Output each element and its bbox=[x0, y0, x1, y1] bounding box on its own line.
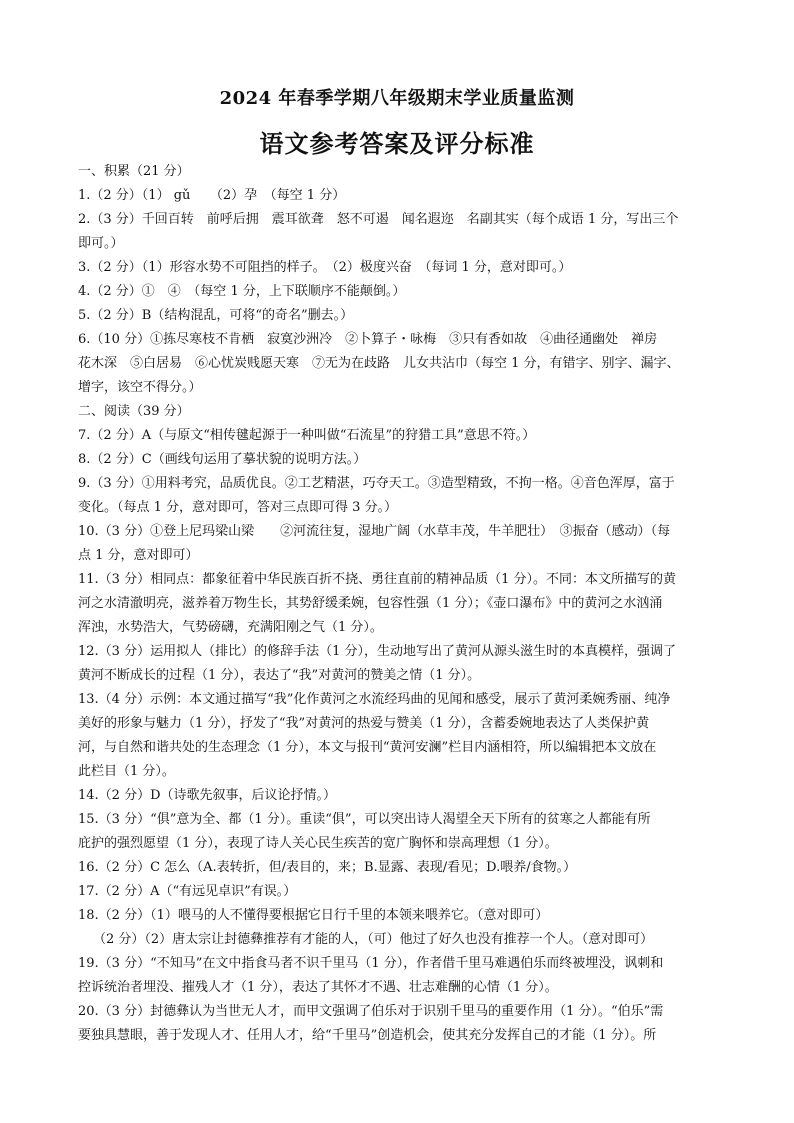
answer-content bbox=[78, 160, 718, 1048]
answer-line: 6.（10 分）①拣尽寒枝不肯栖 寂寞沙洲冷 ②卜算子・咏梅 ③只有香如故 ④曲径通幽处 禅房 bbox=[78, 332, 658, 347]
answer-line: 此栏目（1 分）。 bbox=[78, 764, 175, 779]
answer-line: （2 分）（2）唐太宗让封德彝推荐有才能的人，（可）他过了好久也没有推荐一个人。（意对即可） bbox=[93, 932, 654, 947]
answer-line: 10.（3 分）①登上尼玛梁山梁 ②河流往复，湿地广阔（水草丰茂，牛羊肥壮） ③振奋（感动）（每 bbox=[78, 524, 671, 539]
answer-line: 庇护的强烈愿望（1 分），表现了诗人关心民生疾苦的宽广胸怀和崇高理想（1 分）。 bbox=[78, 836, 558, 851]
answer-line: 河，与自然和谐共处的生态理念（1 分），本文与报刊“黄河安澜”栏目内涵相符，所以编辑把本文放在 bbox=[78, 740, 657, 755]
answer-line: 变化。（每点 1 分，意对即可，答对三点即可得 3 分。） bbox=[78, 500, 398, 515]
answer-line: 河之水清澈明亮，滋养着万物生长，其势舒缓柔婉，包容性强（1 分）；《壶口瀑布》中的黄河之水汹涌 bbox=[78, 596, 663, 611]
answer-line: 增字，该空不得分。） bbox=[78, 380, 202, 395]
answer-line: 花木深 ⑤白居易 ⑥心忧炭贱愿天寒 ⑦无为在歧路 儿女共沾巾（每空 1 分，有错字、别字、漏字、 bbox=[78, 356, 680, 371]
answer-line: 17.（2 分）A（“有远见卓识”有误。） bbox=[78, 884, 297, 899]
answer-line: 7.（2 分）A（与原文“相传毽起源于一种叫做“石流星”的狩猎工具”意思不符。） bbox=[78, 428, 536, 443]
answer-line: 美好的形象与魅力（1 分），抒发了“我”对黄河的热爱与赞美（1 分），含蓄委婉地表达了人类保护黄 bbox=[78, 716, 650, 731]
document-subtitle: 语文参考答案及评分标准 bbox=[259, 129, 535, 158]
answer-line: 3.（2 分）（1）形容水势不可阻挡的样子。 （2）极度兴奋 （每词 1 分，意对即可。） bbox=[78, 260, 572, 275]
section-heading-reading: 二、阅读（39 分） bbox=[78, 404, 190, 419]
answer-line: 4.（2 分）① ④ （每空 1 分，上下联顺序不能颠倒。） bbox=[78, 284, 406, 299]
answer-line: 19.（3 分）“不知马”在文中指食马者不识千里马（1 分），作者借千里马难遇伯乐而终被埋没，讽刺和 bbox=[78, 956, 664, 971]
answer-line: 9.（3 分）①用料考究，品质优良。②工艺精湛，巧夺天工。③造型精致，不拘一格。④音色浑厚，富于 bbox=[78, 476, 675, 491]
answer-line: 浑浊，水势浩大，气势磅礴，充满阳刚之气（1 分）。 bbox=[78, 620, 383, 635]
answer-line: 黄河不断成长的过程（1 分），表达了“我”对黄河的赞美之情（1 分）。 bbox=[78, 668, 481, 683]
answer-line: 控诉统治者埋没、摧残人才（1 分），表达了其怀才不遇、壮志难酬的心情（1 分）。 bbox=[78, 980, 558, 995]
answer-line: 20.（3 分）封德彝认为当世无人才，而甲文强调了伯乐对于识别千里马的重要作用（1 分）。“伯乐”需 bbox=[78, 1004, 664, 1019]
document-title: 2024 年春季学期八年级期末学业质量监测 bbox=[219, 88, 575, 109]
answer-line: 18.（2 分）（1）喂马的人不懂得要根据它日行千里的本领来喂养它。（意对即可） bbox=[78, 908, 549, 923]
answer-line: 8.（2 分）C（画线句运用了摹状貌的说明方法。） bbox=[78, 452, 367, 467]
answer-line: 即可。） bbox=[78, 236, 124, 251]
answer-line: 要独具慧眼，善于发现人才、任用人才，给“千里马”创造机会，使其充分发挥自己的才能（1 分）。所 bbox=[78, 1028, 657, 1043]
answer-line: 2.（3 分）千回百转 前呼后拥 震耳欲聋 怒不可遏 闻名遐迩 名副其实（每个成语 1 分，写出三个 bbox=[78, 212, 679, 227]
answer-line: 15.（3 分）“俱”意为全、都（1 分）。重读“俱”，可以突出诗人渴望全天下所有的贫寒之人都能有所 bbox=[78, 812, 651, 827]
answer-line: 13.（4 分）示例：本文通过描写“我”化作黄河之水流经玛曲的见闻和感受，展示了黄河柔婉秀丽、纯净 bbox=[78, 692, 671, 707]
answer-line: 12.（3 分）运用拟人（排比）的修辞手法（1 分），生动地写出了黄河从源头滋生时的本真模样，强调了 bbox=[78, 644, 676, 659]
answer-line: 14.（2 分）D（诗歌先叙事，后议论抒情。） bbox=[78, 788, 337, 803]
answer-line: 1.（2 分）（1） gǔ （2）孕 （每空 1 分） bbox=[78, 188, 346, 203]
answer-line: 点 1 分，意对即可） bbox=[78, 548, 199, 563]
answer-line: 16.（2 分）C 怎么（A.表转折，但/表目的，来；B.显露、表现/看见；D.喂养/食物。） bbox=[78, 860, 577, 875]
answer-line: 5.（2 分）B（结构混乱，可将“的奇名”删去。） bbox=[78, 308, 354, 323]
answer-line: 11.（3 分）相同点：都象征着中华民族百折不挠、勇往直前的精神品质（1 分）。不同：本文所描写的黄 bbox=[78, 572, 676, 587]
section-heading-accumulation: 一、积累（21 分） bbox=[78, 164, 190, 179]
